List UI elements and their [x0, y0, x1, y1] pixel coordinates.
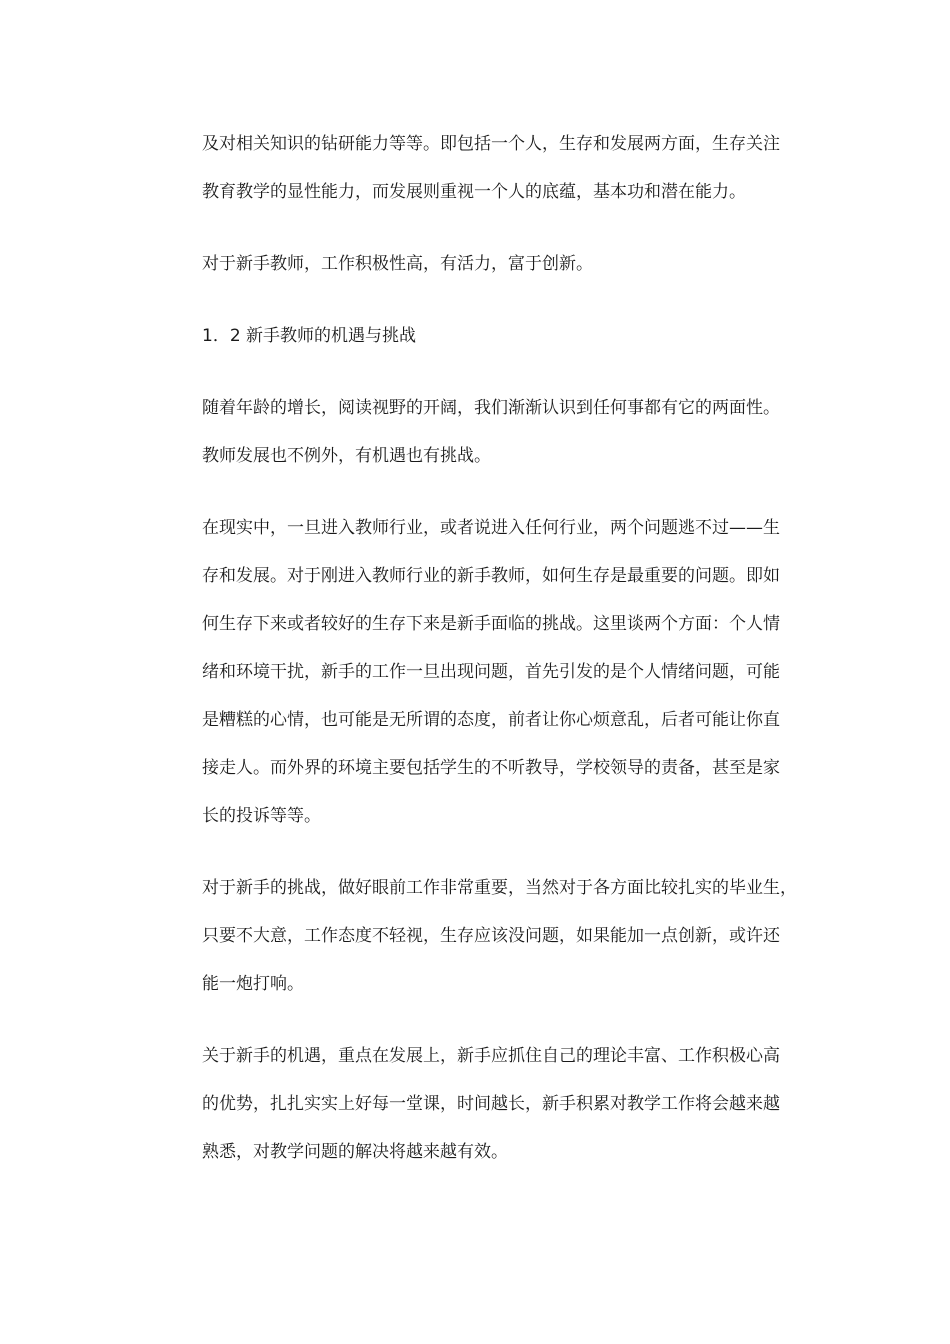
text-line: 绪和环境干扰，新手的工作一旦出现问题，首先引发的是个人情绪问题，可能: [202, 662, 780, 682]
text-line: 是糟糕的心情，也可能是无所谓的态度，前者让你心烦意乱，后者可能让你直: [202, 710, 780, 730]
section-heading: 1．2 新手教师的机遇与挑战: [202, 326, 417, 346]
text-line: 对于新手的挑战，做好眼前工作非常重要，当然对于各方面比较扎实的毕业生，: [202, 878, 797, 898]
text-line: 及对相关知识的钻研能力等等。即包括一个人，生存和发展两方面，生存关注: [202, 134, 780, 154]
text-line: 长的投诉等等。: [202, 806, 321, 826]
paragraph-challenge-advice: [202, 864, 812, 1008]
paragraph-new-teacher-traits: [202, 240, 812, 288]
text-line: 何生存下来或者较好的生存下来是新手面临的挑战。这里谈两个方面：个人情: [202, 614, 780, 634]
document-body: [202, 120, 812, 1200]
text-line: 接走人。而外界的环境主要包括学生的不听教导，学校领导的责备，甚至是家: [202, 758, 780, 778]
text-line: 熟悉，对教学问题的解决将越来越有效。: [202, 1142, 508, 1162]
text-line: 在现实中，一旦进入教师行业，或者说进入任何行业，两个问题逃不过——生: [202, 518, 780, 538]
text-line: 能一炮打响。: [202, 974, 304, 994]
paragraph-abilities: [202, 120, 812, 216]
text-line: 对于新手教师，工作积极性高，有活力，富于创新。: [202, 254, 593, 274]
text-line: 随着年龄的增长，阅读视野的开阔，我们渐渐认识到任何事都有它的两面性。: [202, 398, 780, 418]
text-line: 存和发展。对于刚进入教师行业的新手教师，如何生存是最重要的问题。即如: [202, 566, 780, 586]
text-line: 关于新手的机遇，重点在发展上，新手应抓住自己的理论丰富、工作积极心高: [202, 1046, 780, 1066]
paragraph-two-sides: [202, 384, 812, 480]
text-line: 教师发展也不例外，有机遇也有挑战。: [202, 446, 491, 466]
text-line: 教育教学的显性能力，而发展则重视一个人的底蕴，基本功和潜在能力。: [202, 182, 746, 202]
paragraph-opportunity: [202, 1032, 812, 1176]
paragraph-survival-challenge: [202, 504, 812, 840]
text-line: 只要不大意，工作态度不轻视，生存应该没问题，如果能加一点创新，或许还: [202, 926, 780, 946]
text-line: 的优势，扎扎实实上好每一堂课，时间越长，新手积累对教学工作将会越来越: [202, 1094, 780, 1114]
